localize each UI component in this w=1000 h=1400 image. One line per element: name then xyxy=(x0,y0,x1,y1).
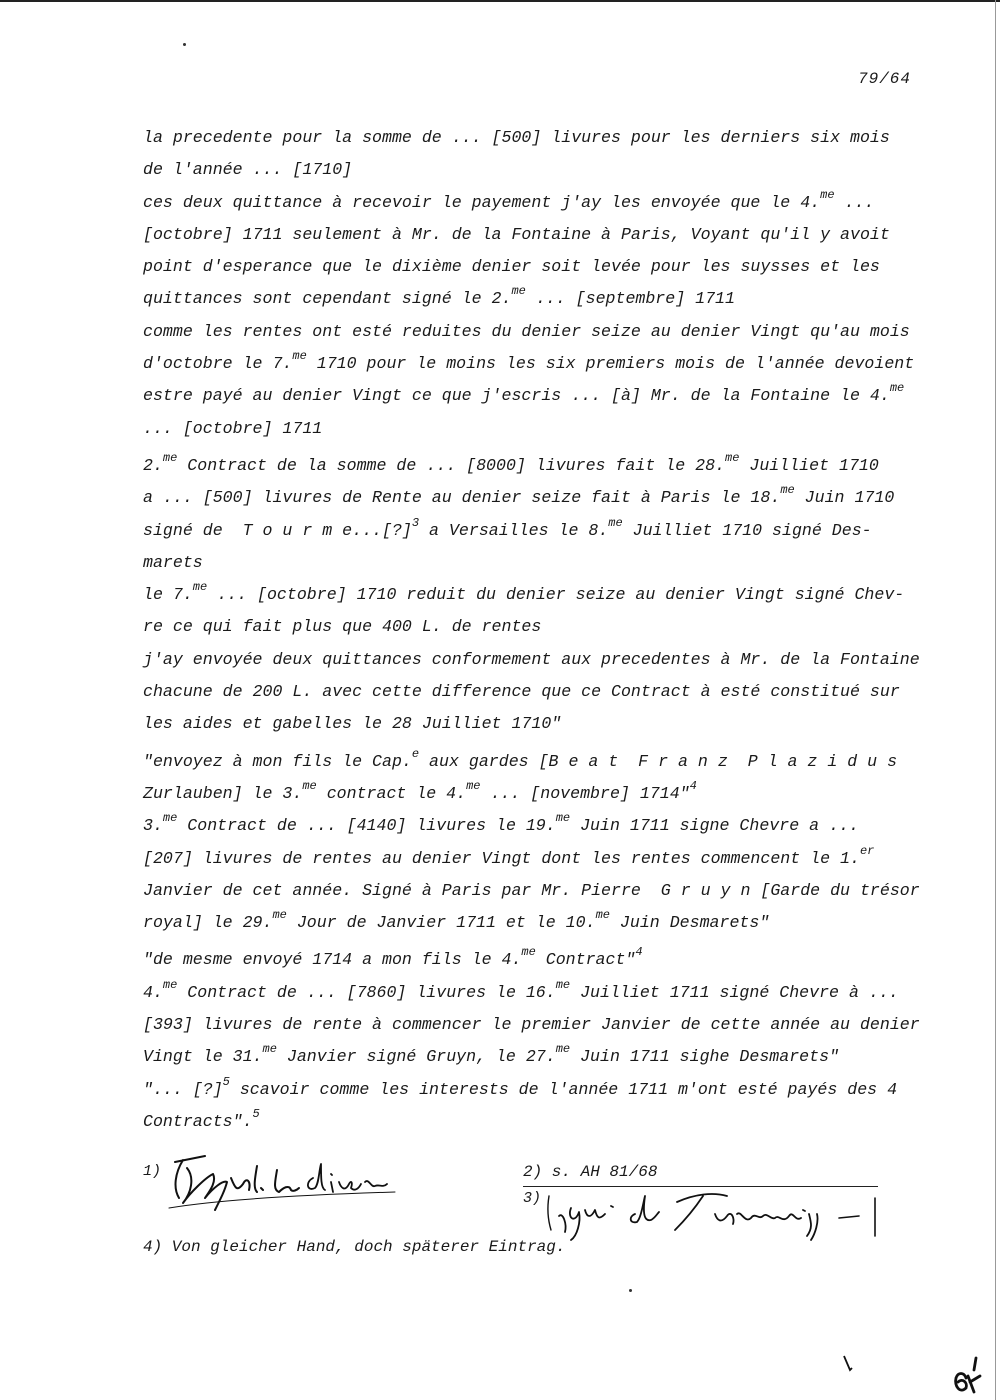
handwritten-facsimile-1-icon xyxy=(165,1148,405,1218)
text-line xyxy=(143,907,913,939)
line-segment: "envoyez à mon fils le Cap. xyxy=(143,751,412,771)
text-line xyxy=(143,579,913,611)
line-segment: Juin 1711 signe Chevre a ... xyxy=(570,816,859,836)
line-segment: Juilliet 1711 signé Chevre à ... xyxy=(570,982,899,1002)
superscript: e xyxy=(411,746,420,761)
line-segment: estre payé au denier Vingt ce que j'escris ... [à] Mr. de la Fontaine le 4. xyxy=(143,386,890,406)
text-line xyxy=(143,843,913,875)
line-segment: j'ay envoyée deux quittances conformement aux precedentes à Mr. de la Fontaine xyxy=(143,649,920,669)
text-line xyxy=(143,708,913,740)
superscript: me xyxy=(820,187,835,202)
line-segment: 1710 pour le moins les six premiers mois de l'année devoient xyxy=(306,354,915,374)
text-line xyxy=(143,810,913,842)
text-line xyxy=(143,1041,913,1073)
superscript: me xyxy=(555,811,571,826)
page-reference: 79/64 xyxy=(858,70,912,88)
superscript: er xyxy=(859,843,875,858)
tick-mark-icon xyxy=(840,1352,864,1376)
top-edge-rule xyxy=(0,0,1000,2)
line-segment: Juin Desmarets" xyxy=(609,913,770,933)
superscript: me xyxy=(272,908,287,923)
superscript: 5 xyxy=(252,1106,260,1121)
superscript: 4 xyxy=(689,778,697,793)
line-segment: marets xyxy=(143,552,203,572)
scan-speck xyxy=(183,43,186,46)
text-line xyxy=(143,122,913,154)
line-segment: Contract de la somme de ... [8000] livures fait le 28. xyxy=(177,455,726,475)
line-segment: signé de T o u r m e...[?] xyxy=(143,520,412,540)
superscript: me xyxy=(162,977,178,992)
text-line xyxy=(143,1074,913,1106)
line-segment: Juilliet 1710 signé Des- xyxy=(622,520,872,540)
line-segment: [207] livures de rentes au denier Vingt dont les rentes commencent le 1. xyxy=(143,848,860,868)
line-segment: le 7. xyxy=(143,585,193,605)
footnote-4: 4) Von gleicher Hand, doch späterer Eintrag. xyxy=(143,1238,566,1256)
line-segment: "de mesme envoyé 1714 a mon fils le 4. xyxy=(143,950,522,970)
line-segment: 2. xyxy=(143,455,163,475)
footnote-1-marker: 1) xyxy=(143,1163,162,1180)
superscript: 3 xyxy=(411,515,420,530)
text-line xyxy=(143,547,913,579)
superscript: me xyxy=(555,1042,571,1057)
handwritten-page-stamp-icon xyxy=(950,1356,986,1396)
line-segment: scavoir comme les interests de l'année 1711 m'ont esté payés des 4 xyxy=(229,1079,898,1099)
footnote-2: 2) s. AH 81/68 xyxy=(523,1163,658,1181)
line-segment: de l'année ... [1710] xyxy=(143,160,353,180)
text-line xyxy=(143,676,913,708)
superscript: me xyxy=(192,580,208,595)
text-line xyxy=(143,482,913,514)
line-segment: Contract" xyxy=(535,950,636,970)
text-line xyxy=(143,611,913,643)
superscript: me xyxy=(262,1042,277,1057)
transcription-body xyxy=(143,122,920,1138)
text-line xyxy=(143,875,920,907)
line-segment: a Versailles le 8. xyxy=(419,520,609,540)
line-segment: 3. xyxy=(143,816,163,836)
line-segment: aux gardes [B e a t F r a n z P l a z i d u s xyxy=(419,751,898,771)
text-line xyxy=(143,450,913,482)
superscript: me xyxy=(725,450,740,465)
line-segment: 4. xyxy=(143,982,163,1002)
superscript: me xyxy=(889,381,905,396)
superscript: me xyxy=(162,450,178,465)
line-segment: d'octobre le 7. xyxy=(143,354,293,374)
superscript: 4 xyxy=(635,945,643,960)
superscript: me xyxy=(466,778,481,793)
superscript: me xyxy=(521,945,536,960)
line-segment: ... [octobre] 1711 xyxy=(143,418,323,438)
line-segment: Contract de ... [7860] livures le 16. xyxy=(177,982,556,1002)
superscript: me xyxy=(292,349,307,364)
line-segment: Juin 1710 xyxy=(794,488,895,508)
line-segment: Juilliet 1710 xyxy=(739,455,879,475)
scan-speck xyxy=(629,1289,632,1292)
superscript: me xyxy=(595,908,610,923)
superscript: me xyxy=(555,977,571,992)
line-segment: [octobre] 1711 seulement à Mr. de la Fontaine à Paris, Voyant qu'il y avoit xyxy=(143,224,890,244)
line-segment: ... xyxy=(834,192,875,212)
line-segment: royal] le 29. xyxy=(143,913,273,933)
superscript: me xyxy=(162,811,178,826)
line-segment: a ... [500] livures de Rente au denier seize fait à Paris le 18. xyxy=(143,488,781,508)
line-segment: [393] livures de rente à commencer le premier Janvier de cette année au denier xyxy=(143,1015,920,1035)
line-segment: ... [septembre] 1711 xyxy=(525,289,735,309)
line-segment: Juin 1711 sighe Desmarets" xyxy=(570,1047,840,1067)
line-segment: Contracts". xyxy=(143,1111,253,1131)
line-segment: quittances sont cependant signé le 2. xyxy=(143,289,512,309)
line-segment: ... [octobre] 1710 reduit du denier seize au denier Vingt signé Chev- xyxy=(207,585,905,605)
text-line xyxy=(143,413,913,445)
text-line xyxy=(143,515,913,547)
text-line xyxy=(143,944,913,976)
line-segment: comme les rentes ont esté reduites du denier seize au denier Vingt qu'au mois xyxy=(143,321,910,341)
text-line xyxy=(143,187,913,219)
text-line xyxy=(143,977,913,1009)
right-edge-rule xyxy=(995,0,996,1400)
text-line xyxy=(143,154,913,186)
superscript: me xyxy=(780,483,795,498)
line-segment: ces deux quittance à recevoir le payement j'ay les envoyée que le 4. xyxy=(143,192,821,212)
text-line xyxy=(143,219,913,251)
line-segment: contract le 4. xyxy=(316,783,467,803)
line-segment: re ce qui fait plus que 400 L. de rentes xyxy=(143,617,542,637)
footnote-3-marker: 3) xyxy=(523,1190,542,1207)
line-segment: ... [novembre] 1714" xyxy=(480,783,690,803)
line-segment: Jour de Janvier 1711 et le 10. xyxy=(286,913,596,933)
superscript: me xyxy=(608,515,623,530)
text-line xyxy=(143,1009,920,1041)
superscript: me xyxy=(511,284,526,299)
line-segment: Janvier signé Gruyn, le 27. xyxy=(276,1047,556,1067)
handwritten-facsimile-3-icon xyxy=(545,1184,885,1244)
line-segment: point d'esperance que le dixième denier soit levée pour les suysses et les xyxy=(143,257,880,277)
line-segment: Janvier de cet année. Signé à Paris par Mr. Pierre G r u y n [Garde du trésor xyxy=(143,880,920,900)
superscript: 5 xyxy=(222,1074,230,1089)
text-line xyxy=(143,380,913,412)
text-line xyxy=(143,644,920,676)
line-segment: Zurlauben] le 3. xyxy=(143,783,303,803)
text-line xyxy=(143,1106,913,1138)
line-segment: "... [?] xyxy=(143,1079,223,1099)
line-segment: Vingt le 31. xyxy=(143,1047,263,1067)
text-line xyxy=(143,348,913,380)
text-line xyxy=(143,778,913,810)
line-segment: chacune de 200 L. avec cette difference que ce Contract à esté constitué sur xyxy=(143,682,900,702)
line-segment: les aides et gabelles le 28 Juilliet 1710" xyxy=(143,714,562,734)
text-line xyxy=(143,316,913,348)
text-line xyxy=(143,251,913,283)
text-line xyxy=(143,283,913,315)
superscript: me xyxy=(302,778,317,793)
line-segment: la precedente pour la somme de ... [500] livures pour les derniers six mois xyxy=(143,128,890,147)
text-line xyxy=(143,746,913,778)
line-segment: Contract de ... [4140] livures le 19. xyxy=(177,816,556,836)
